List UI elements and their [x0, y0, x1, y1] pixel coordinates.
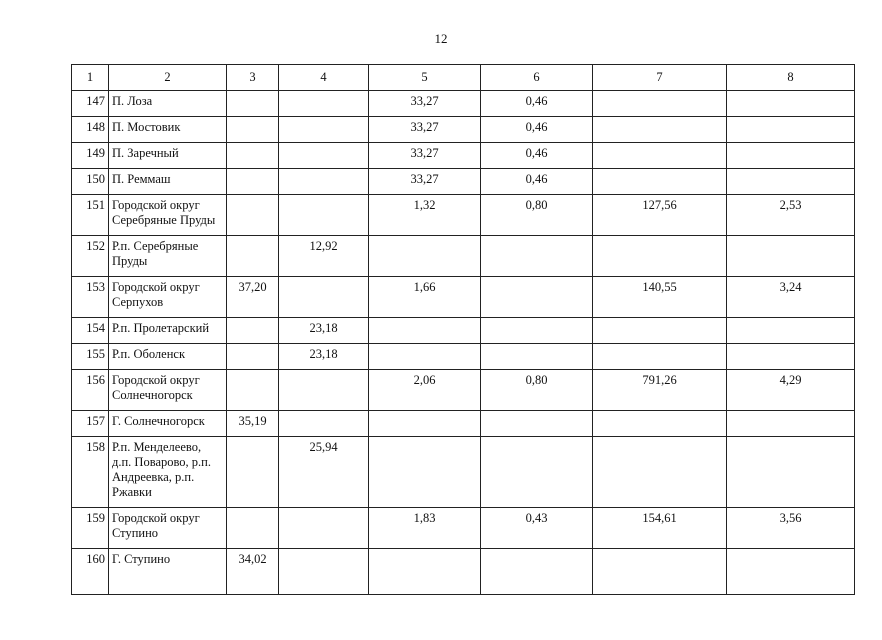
cell-col3: 34,02 — [227, 549, 279, 595]
row-number: 155 — [72, 344, 109, 370]
locality-name: Городской округ Ступино — [109, 508, 227, 549]
row-number: 152 — [72, 236, 109, 277]
cell-col7: 140,55 — [593, 277, 727, 318]
table-row — [72, 117, 855, 143]
locality-name: П. Мостовик — [109, 117, 227, 143]
cell-col4 — [279, 370, 369, 411]
table-row — [72, 91, 855, 117]
cell-col8 — [727, 549, 855, 595]
cell-col4 — [279, 508, 369, 549]
header-cell: 8 — [727, 65, 855, 91]
cell-col4 — [279, 91, 369, 117]
cell-col5: 33,27 — [369, 143, 481, 169]
cell-col6 — [481, 344, 593, 370]
cell-col5 — [369, 344, 481, 370]
cell-col3 — [227, 344, 279, 370]
cell-col5: 1,32 — [369, 195, 481, 236]
cell-col5: 2,06 — [369, 370, 481, 411]
cell-col7: 791,26 — [593, 370, 727, 411]
header-cell: 6 — [481, 65, 593, 91]
cell-col7 — [593, 91, 727, 117]
locality-name: Городской округ Солнечногорск — [109, 370, 227, 411]
cell-col6 — [481, 437, 593, 508]
page-number: 12 — [434, 31, 448, 46]
cell-col6 — [481, 549, 593, 595]
cell-col5 — [369, 549, 481, 595]
locality-name: Г. Ступино — [109, 549, 227, 595]
header-cell: 7 — [593, 65, 727, 91]
row-number: 159 — [72, 508, 109, 549]
row-number: 153 — [72, 277, 109, 318]
table-row — [72, 549, 855, 595]
cell-col6: 0,46 — [481, 117, 593, 143]
table-row — [72, 195, 855, 236]
cell-col6: 0,43 — [481, 508, 593, 549]
locality-name: Р.п. Пролетарский — [109, 318, 227, 344]
row-number: 150 — [72, 169, 109, 195]
cell-col8 — [727, 236, 855, 277]
row-number: 149 — [72, 143, 109, 169]
cell-col7 — [593, 169, 727, 195]
cell-col6: 0,80 — [481, 195, 593, 236]
cell-col5: 1,66 — [369, 277, 481, 318]
locality-name: Городской округ Серебряные Пруды — [109, 195, 227, 236]
cell-col3: 37,20 — [227, 277, 279, 318]
row-number: 157 — [72, 411, 109, 437]
cell-col4 — [279, 195, 369, 236]
cell-col3 — [227, 195, 279, 236]
cell-col4: 12,92 — [279, 236, 369, 277]
cell-col4 — [279, 117, 369, 143]
locality-name: Р.п. Оболенск — [109, 344, 227, 370]
row-number: 147 — [72, 91, 109, 117]
cell-col8 — [727, 437, 855, 508]
table-row — [72, 169, 855, 195]
cell-col6 — [481, 236, 593, 277]
cell-col6: 0,46 — [481, 91, 593, 117]
cell-col5: 33,27 — [369, 91, 481, 117]
locality-name: Р.п. Менделеево, д.п. Поварово, р.п. Андреевка, р.п. Ржавки — [109, 437, 227, 508]
table-row — [72, 277, 855, 318]
table-row — [72, 143, 855, 169]
row-number: 156 — [72, 370, 109, 411]
cell-col3: 35,19 — [227, 411, 279, 437]
cell-col7: 154,61 — [593, 508, 727, 549]
cell-col7 — [593, 344, 727, 370]
locality-name: П. Заречный — [109, 143, 227, 169]
cell-col4 — [279, 277, 369, 318]
header-cell: 5 — [369, 65, 481, 91]
locality-name: П. Реммаш — [109, 169, 227, 195]
cell-col7 — [593, 117, 727, 143]
table-row — [72, 370, 855, 411]
cell-col3 — [227, 169, 279, 195]
locality-name: Г. Солнечногорск — [109, 411, 227, 437]
cell-col8: 4,29 — [727, 370, 855, 411]
locality-name: П. Лоза — [109, 91, 227, 117]
cell-col8 — [727, 411, 855, 437]
table-header-row — [72, 65, 855, 91]
header-cell: 4 — [279, 65, 369, 91]
cell-col8 — [727, 169, 855, 195]
cell-col4 — [279, 549, 369, 595]
cell-col5 — [369, 236, 481, 277]
cell-col8 — [727, 143, 855, 169]
locality-name: Городской округ Серпухов — [109, 277, 227, 318]
cell-col3 — [227, 117, 279, 143]
cell-col3 — [227, 437, 279, 508]
cell-col5: 1,83 — [369, 508, 481, 549]
cell-col7 — [593, 549, 727, 595]
table-row — [72, 411, 855, 437]
header-cell: 2 — [109, 65, 227, 91]
cell-col6: 0,80 — [481, 370, 593, 411]
cell-col3 — [227, 508, 279, 549]
cell-col7 — [593, 236, 727, 277]
cell-col3 — [227, 370, 279, 411]
cell-col5 — [369, 411, 481, 437]
cell-col4 — [279, 411, 369, 437]
cell-col3 — [227, 236, 279, 277]
table-row — [72, 318, 855, 344]
cell-col8 — [727, 318, 855, 344]
cell-col3 — [227, 91, 279, 117]
cell-col7 — [593, 411, 727, 437]
cell-col7 — [593, 437, 727, 508]
row-number: 158 — [72, 437, 109, 508]
cell-col4 — [279, 143, 369, 169]
cell-col4 — [279, 169, 369, 195]
header-cell: 3 — [227, 65, 279, 91]
cell-col6: 0,46 — [481, 169, 593, 195]
header-cell: 1 — [72, 65, 109, 91]
cell-col4: 25,94 — [279, 437, 369, 508]
cell-col5: 33,27 — [369, 169, 481, 195]
cell-col8 — [727, 344, 855, 370]
row-number: 154 — [72, 318, 109, 344]
cell-col4: 23,18 — [279, 318, 369, 344]
row-number: 151 — [72, 195, 109, 236]
cell-col6 — [481, 318, 593, 344]
row-number: 148 — [72, 117, 109, 143]
cell-col5 — [369, 437, 481, 508]
cell-col6 — [481, 411, 593, 437]
cell-col8: 3,24 — [727, 277, 855, 318]
table-row — [72, 344, 855, 370]
cell-col8: 2,53 — [727, 195, 855, 236]
table-row — [72, 236, 855, 277]
row-number: 160 — [72, 549, 109, 595]
cell-col7 — [593, 143, 727, 169]
cell-col3 — [227, 143, 279, 169]
cell-col6: 0,46 — [481, 143, 593, 169]
cell-col3 — [227, 318, 279, 344]
table-row — [72, 437, 855, 508]
cell-col7 — [593, 318, 727, 344]
cell-col8: 3,56 — [727, 508, 855, 549]
cell-col5: 33,27 — [369, 117, 481, 143]
table-row — [72, 508, 855, 549]
cell-col7: 127,56 — [593, 195, 727, 236]
data-table — [71, 64, 855, 595]
cell-col8 — [727, 117, 855, 143]
locality-name: Р.п. Серебряные Пруды — [109, 236, 227, 277]
cell-col8 — [727, 91, 855, 117]
cell-col4: 23,18 — [279, 344, 369, 370]
cell-col6 — [481, 277, 593, 318]
cell-col5 — [369, 318, 481, 344]
